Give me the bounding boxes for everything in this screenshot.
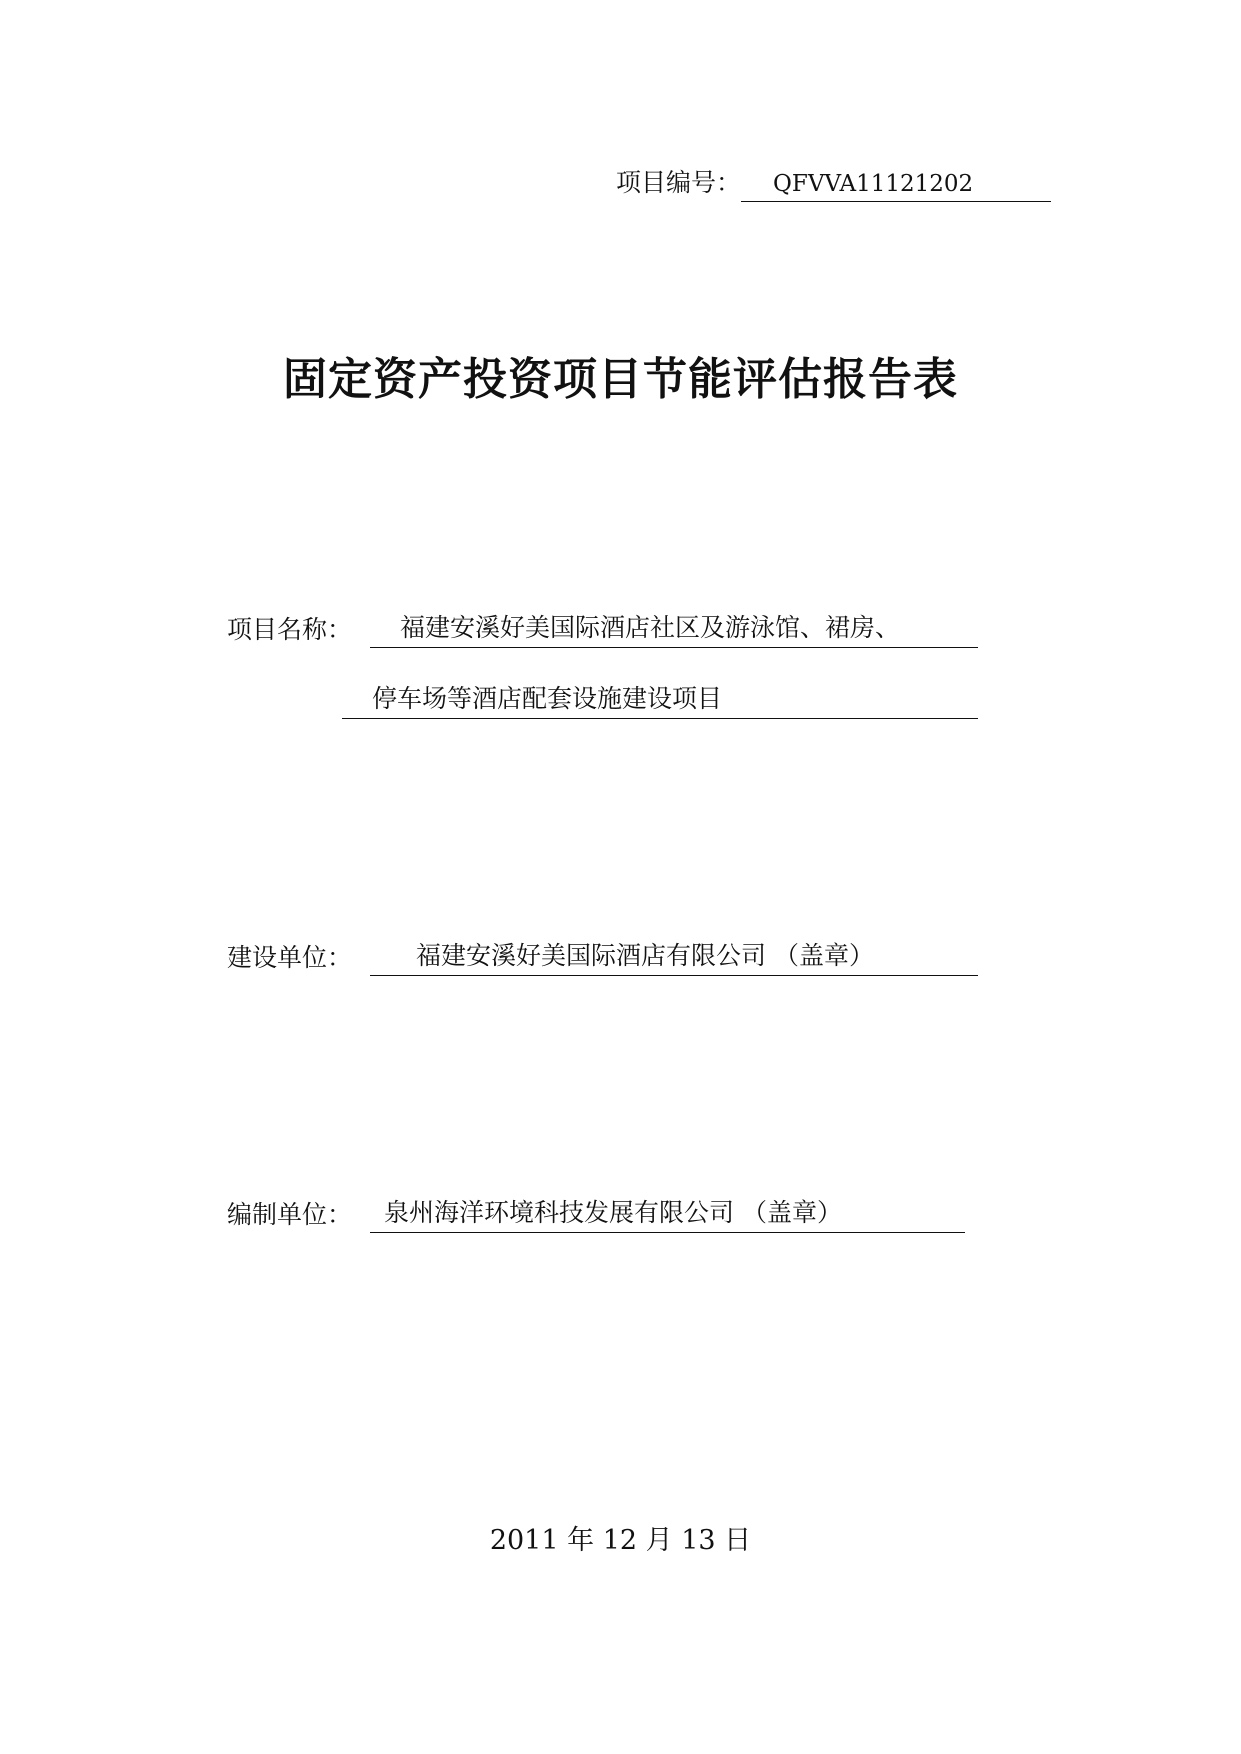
project-number-label: 项目编号： xyxy=(616,168,742,197)
project-number-value: QFVVA11121202 xyxy=(741,167,1051,202)
builder-value: 福建安溪好美国际酒店有限公司 （盖章） xyxy=(370,938,978,976)
compiler-value: 泉州海洋环境科技发展有限公司 （盖章） xyxy=(370,1195,965,1233)
project-name-line2: 停车场等酒店配套设施建设项目 xyxy=(342,681,978,719)
project-number-row xyxy=(616,166,1051,202)
project-name-label: 项目名称： xyxy=(227,615,353,644)
builder-label: 建设单位： xyxy=(227,943,353,972)
page-title: 固定资产投资项目节能评估报告表 xyxy=(283,354,958,405)
compiler-label: 编制单位： xyxy=(227,1200,353,1229)
project-name-line1: 福建安溪好美国际酒店社区及游泳馆、裙房、 xyxy=(370,610,978,648)
report-date: 2011 年 12 月 13 日 xyxy=(489,1525,752,1556)
